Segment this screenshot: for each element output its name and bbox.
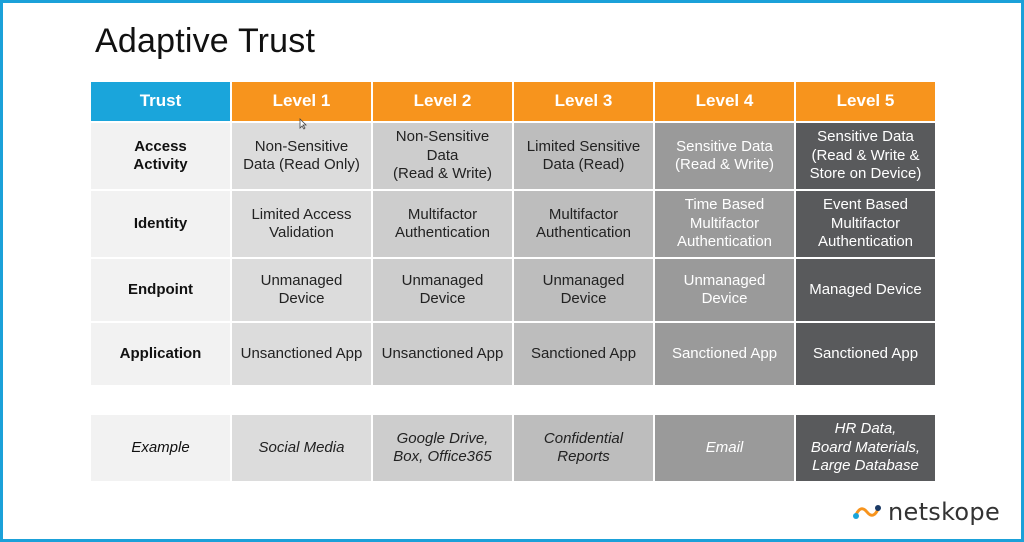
table-cell: Managed Device [796,259,937,323]
header-trust: Trust [91,82,232,123]
example-cell: Confidential Reports [514,415,655,483]
header-level-5: Level 5 [796,82,937,123]
table-cell: Unmanaged Device [655,259,796,323]
example-cell: Google Drive, Box, Office365 [373,415,514,483]
example-cell: Social Media [232,415,373,483]
table-cell: Unmanaged Device [232,259,373,323]
header-level-2: Level 2 [373,82,514,123]
example-table [91,415,937,483]
netskope-logo-icon [852,501,882,523]
table-cell: Non-Sensitive Data (Read Only) [232,123,373,191]
table-cell: Multifactor Authentication [373,191,514,259]
row-label-endpoint: Endpoint [91,259,232,323]
table-cell: Unmanaged Device [373,259,514,323]
example-cell: HR Data, Board Materials, Large Database [796,415,937,483]
mouse-cursor-icon [299,118,307,130]
example-cell: Email [655,415,796,483]
header-level-1: Level 1 [232,82,373,123]
table-cell: Unsanctioned App [232,323,373,387]
table-cell: Unmanaged Device [514,259,655,323]
brand-name: netskope [888,498,1001,526]
netskope-logo [852,498,1000,526]
row-label-example: Example [91,415,232,483]
row-label-identity: Identity [91,191,232,259]
table-cell: Time Based Multifactor Authentication [655,191,796,259]
table-cell: Sensitive Data (Read & Write) [655,123,796,191]
table-cell: Sanctioned App [796,323,937,387]
slide-title: Adaptive Trust [95,22,316,60]
table-cell: Multifactor Authentication [514,191,655,259]
table-cell: Sanctioned App [514,323,655,387]
table-cell: Non-Sensitive Data (Read & Write) [373,123,514,191]
table-cell: Limited Sensitive Data (Read) [514,123,655,191]
table-cell: Limited Access Validation [232,191,373,259]
row-label-application: Application [91,323,232,387]
header-level-4: Level 4 [655,82,796,123]
table-cell: Sensitive Data (Read & Write & Store on Device) [796,123,937,191]
row-label-access-activity: Access Activity [91,123,232,191]
trust-table [91,82,937,387]
table-cell: Sanctioned App [655,323,796,387]
header-level-3: Level 3 [514,82,655,123]
table-cell: Unsanctioned App [373,323,514,387]
table-cell: Event Based Multifactor Authentication [796,191,937,259]
